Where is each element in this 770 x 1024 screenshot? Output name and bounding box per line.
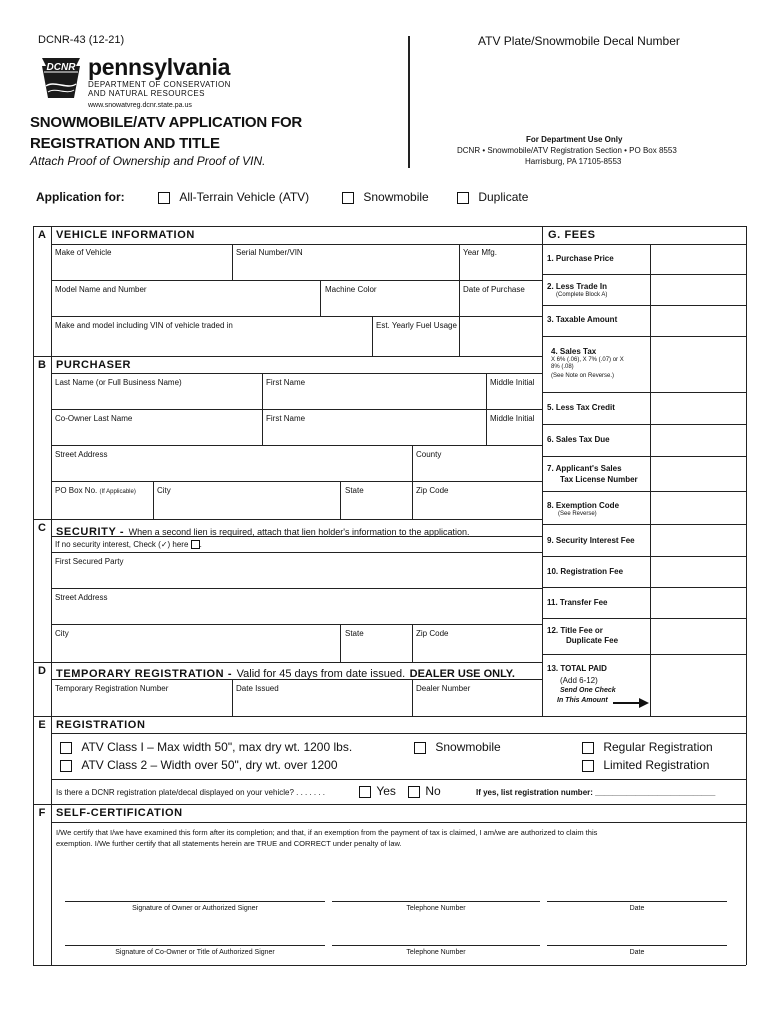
purchaser-zip-field[interactable]: Zip Code xyxy=(416,486,449,495)
form-bottom-border xyxy=(33,965,746,966)
form-code: DCNR-43 (12-21) xyxy=(38,34,125,46)
atv-class1-checkbox[interactable] xyxy=(60,742,72,754)
section-e-bottom-rule xyxy=(33,804,746,805)
department-address-line2: Harrisburg, PA 17105-8553 xyxy=(525,157,622,166)
owner-phone-line xyxy=(332,901,540,902)
po-box-field[interactable] xyxy=(55,486,136,495)
fee-exemption-note: (See Reverse) xyxy=(558,511,597,517)
form-title-line2: REGISTRATION AND TITLE xyxy=(30,135,220,152)
plate-displayed-question: Is there a DCNR registration plate/decal displayed on your vehicle? . . . . . . . xyxy=(56,788,326,797)
registration-snowmobile-checkbox[interactable] xyxy=(414,742,426,754)
g-rule-3 xyxy=(542,336,746,337)
agency-line2: AND NATURAL RESOURCES xyxy=(88,89,205,98)
fee-taxable-amount[interactable]: 3. Taxable Amount xyxy=(547,315,618,324)
plate-yes-option[interactable] xyxy=(359,784,396,798)
co-owner-first-name-field[interactable]: First Name xyxy=(266,414,306,423)
co-owner-signature-field[interactable]: Signature of Co-Owner or Title of Authorized Signer xyxy=(115,949,275,956)
section-d-letter: D xyxy=(38,665,46,677)
c-row3-div1 xyxy=(340,624,341,662)
co-owner-date-field[interactable]: Date xyxy=(629,949,645,956)
section-f-letter: F xyxy=(38,807,46,819)
logo-text: DCNR xyxy=(46,62,76,73)
secured-party-state-field[interactable]: State xyxy=(345,629,364,638)
b-row2-div1 xyxy=(262,409,263,445)
c-row2-rule xyxy=(51,624,542,625)
atv-class2-checkbox[interactable] xyxy=(60,760,72,772)
limited-registration-checkbox[interactable] xyxy=(582,760,594,772)
fuel-usage-field[interactable]: Est. Yearly Fuel Usage xyxy=(376,321,457,330)
fee-less-tax-credit[interactable]: 5. Less Tax Credit xyxy=(547,403,615,412)
b-row2-div2 xyxy=(486,409,487,445)
g-rule-0 xyxy=(542,244,746,245)
fees-value-divider xyxy=(650,244,651,716)
a-row2-div2 xyxy=(459,280,460,316)
fee-sales-tax-note: (See Note on Reverse.) xyxy=(551,373,615,379)
co-owner-middle-initial-field[interactable]: Middle Initial xyxy=(490,414,535,423)
c-row1-rule xyxy=(51,588,542,589)
department-use-label: For Department Use Only xyxy=(526,135,623,144)
b-row1-div2 xyxy=(486,373,487,409)
secured-party-street-field[interactable]: Street Address xyxy=(55,593,108,602)
fee-sales-tax-due[interactable]: 6. Sales Tax Due xyxy=(547,435,610,444)
fee-registration[interactable]: 10. Registration Fee xyxy=(547,567,624,576)
first-secured-party-field[interactable]: First Secured Party xyxy=(55,557,124,566)
fee-less-trade-in[interactable]: 2. Less Trade In xyxy=(547,282,608,291)
fee-transfer[interactable]: 11. Transfer Fee xyxy=(547,598,608,607)
fee-sales-tax[interactable]: 4. Sales Tax xyxy=(551,347,597,356)
section-c-header xyxy=(56,522,470,540)
section-d-dealer-use: DEALER USE ONLY. xyxy=(409,668,515,680)
b-row4-div2 xyxy=(412,481,413,519)
no-security-label: If no security interest, Check (✓) here xyxy=(55,540,189,549)
year-mfg-field[interactable]: Year Mfg. xyxy=(463,248,497,257)
last-name-field[interactable]: Last Name (or Full Business Name) xyxy=(55,378,182,387)
regular-registration-option[interactable] xyxy=(582,740,713,754)
a-row2-div1 xyxy=(320,280,321,316)
plate-decal-label: ATV Plate/Snowmobile Decal Number xyxy=(478,34,680,48)
b-row1-rule xyxy=(51,409,542,410)
section-d-header-rule xyxy=(51,679,542,680)
fee-exemption-code[interactable]: 8. Exemption Code xyxy=(547,501,620,510)
section-e-title: REGISTRATION xyxy=(56,719,146,731)
section-f-header-rule xyxy=(51,822,746,823)
fee-sales-tax-rates: X 6% (.06), X 7% (.07) or X 8% (.08) xyxy=(551,357,624,370)
atv-checkbox-option[interactable] xyxy=(158,190,309,204)
b-row4-div1 xyxy=(340,481,341,519)
fee-in-this-amount: In This Amount xyxy=(557,697,608,704)
g-rule-9 xyxy=(542,556,746,557)
date-issued-field[interactable]: Date Issued xyxy=(236,684,279,693)
arrow-right-icon xyxy=(613,698,649,708)
form-left-border xyxy=(33,226,34,965)
agency-name: pennsylvania xyxy=(88,54,231,80)
owner-phone-field[interactable]: Telephone Number xyxy=(406,905,466,912)
po-box-note: (If Applicable) xyxy=(99,489,136,495)
fee-total-add-note: (Add 6-12) xyxy=(560,676,598,685)
duplicate-checkbox-option[interactable] xyxy=(457,190,528,204)
fee-title[interactable]: 12. Title Fee or xyxy=(547,626,603,635)
g-rule-8 xyxy=(542,524,746,525)
plate-no-label: No xyxy=(425,784,441,798)
duplicate-option-label: Duplicate xyxy=(478,190,529,204)
section-d-bottom-rule xyxy=(33,716,746,717)
plate-no-checkbox[interactable] xyxy=(408,786,420,798)
secured-party-city-field[interactable]: City xyxy=(55,629,69,638)
form-title-line1: SNOWMOBILE/ATV APPLICATION FOR xyxy=(30,114,303,131)
po-box-label: PO Box No. xyxy=(55,486,98,495)
section-c-bottom-rule xyxy=(33,662,542,663)
co-owner-signature-line xyxy=(65,945,325,946)
atv-class2-label: ATV Class 2 – Width over 50", dry wt. over 1200 xyxy=(81,758,338,772)
section-a-bottom-rule xyxy=(33,356,542,357)
regular-registration-label: Regular Registration xyxy=(603,740,713,754)
regular-registration-checkbox[interactable] xyxy=(582,742,594,754)
header-divider xyxy=(408,36,410,168)
g-rule-2 xyxy=(542,305,746,306)
d-row1-div2 xyxy=(412,679,413,716)
section-e-header-rule xyxy=(51,733,746,734)
snowmobile-checkbox[interactable] xyxy=(342,192,354,204)
a-row3-div1 xyxy=(372,316,373,356)
fees-column-divider xyxy=(542,226,543,716)
plate-yes-label: Yes xyxy=(376,784,396,798)
g-rule-4 xyxy=(542,392,746,393)
owner-signature-line xyxy=(65,901,325,902)
first-name-field[interactable]: First Name xyxy=(266,378,306,387)
model-name-field[interactable]: Model Name and Number xyxy=(55,285,147,294)
a-row3-div2 xyxy=(459,316,460,356)
purchaser-city-field[interactable]: City xyxy=(157,486,171,495)
co-owner-phone-line xyxy=(332,945,540,946)
date-of-purchase-field[interactable]: Date of Purchase xyxy=(463,285,525,294)
atv-checkbox[interactable] xyxy=(158,192,170,204)
fee-tax-license-number: Tax License Number xyxy=(560,475,638,484)
temp-registration-number-field[interactable]: Temporary Registration Number xyxy=(55,684,169,693)
section-b-letter: B xyxy=(38,359,46,371)
department-address-line1: DCNR • Snowmobile/ATV Registration Section • PO Box 8553 xyxy=(457,146,677,155)
owner-date-line xyxy=(547,901,727,902)
atv-class1-option[interactable] xyxy=(60,740,352,754)
a-row1-div1 xyxy=(232,244,233,280)
owner-date-field[interactable]: Date xyxy=(629,905,645,912)
dcnr-logo xyxy=(38,56,84,100)
application-for-label: Application for: xyxy=(36,190,125,204)
fee-less-trade-in-note: (Complete Block A) xyxy=(556,292,608,298)
agency-line1: DEPARTMENT OF CONSERVATION xyxy=(88,80,231,89)
atv-class2-option[interactable] xyxy=(60,758,338,772)
section-g-title: G. FEES xyxy=(548,229,596,241)
g-rule-11 xyxy=(542,618,746,619)
b-row3-div1 xyxy=(412,445,413,481)
a-row1-rule xyxy=(51,280,542,281)
plate-no-option[interactable] xyxy=(408,784,441,798)
b-row1-div1 xyxy=(262,373,263,409)
co-owner-date-line xyxy=(547,945,727,946)
limited-registration-label: Limited Registration xyxy=(603,758,710,772)
certification-text-line1: I/We certify that I/we have examined this form after its completion; and that, if an exemption from the payment of tax is claimed, I am/we are authorized to claim this xyxy=(56,828,598,837)
snowmobile-checkbox-option[interactable] xyxy=(342,190,429,204)
b-row4-div0 xyxy=(153,481,154,519)
fee-send-one-check: Send One Check xyxy=(560,687,616,694)
fee-total-paid[interactable]: 13. TOTAL PAID xyxy=(547,664,607,673)
section-a-letter: A xyxy=(38,229,46,241)
snowmobile-option-label: Snowmobile xyxy=(363,190,429,204)
section-b-bottom-rule xyxy=(33,519,542,520)
registration-number-field[interactable]: If yes, list registration number: ___________________________ xyxy=(476,788,716,797)
a-row1-div2 xyxy=(459,244,460,280)
a-row2-rule xyxy=(51,316,542,317)
plate-yes-checkbox[interactable] xyxy=(359,786,371,798)
e-row1-rule xyxy=(51,779,746,780)
co-owner-last-name-field[interactable]: Co-Owner Last Name xyxy=(55,414,133,423)
serial-vin-field[interactable]: Serial Number/VIN xyxy=(236,248,303,257)
c-row3-div2 xyxy=(412,624,413,662)
letter-column-divider xyxy=(51,226,52,965)
limited-registration-option[interactable] xyxy=(582,758,709,772)
owner-signature-field[interactable]: Signature of Owner or Authorized Signer xyxy=(132,905,258,912)
co-owner-phone-field[interactable]: Telephone Number xyxy=(406,949,466,956)
b-row3-rule xyxy=(51,481,542,482)
g-rule-7 xyxy=(542,491,746,492)
secured-party-zip-field[interactable]: Zip Code xyxy=(416,629,449,638)
section-f-title: SELF-CERTIFICATION xyxy=(56,807,183,819)
machine-color-field[interactable]: Machine Color xyxy=(325,285,377,294)
no-security-checkbox[interactable] xyxy=(191,540,200,549)
section-d-note: Valid for 45 days from date issued. xyxy=(236,668,406,680)
section-b-title: PURCHASER xyxy=(56,359,132,371)
fee-applicant-sales[interactable]: 7. Applicant's Sales xyxy=(547,464,622,473)
atv-option-label: All-Terrain Vehicle (ATV) xyxy=(179,190,310,204)
no-security-interest-row[interactable]: If no security interest, Check (✓) here . xyxy=(55,540,202,549)
form-subtitle: Attach Proof of Ownership and Proof of VIN. xyxy=(30,154,266,168)
g-rule-12 xyxy=(542,654,746,655)
g-rule-1 xyxy=(542,274,746,275)
registration-snowmobile-label: Snowmobile xyxy=(435,740,501,754)
d-row1-div1 xyxy=(232,679,233,716)
fee-security-interest[interactable]: 9. Security Interest Fee xyxy=(547,536,635,545)
section-c-letter: C xyxy=(38,522,46,534)
atv-class1-label: ATV Class I – Max width 50", max dry wt. 1200 lbs. xyxy=(81,740,353,754)
g-rule-10 xyxy=(542,587,746,588)
section-d-title: TEMPORARY REGISTRATION - xyxy=(56,668,233,680)
purchaser-street-field[interactable]: Street Address xyxy=(55,450,108,459)
c-row0-rule xyxy=(51,552,542,553)
middle-initial-field[interactable]: Middle Initial xyxy=(490,378,535,387)
duplicate-checkbox[interactable] xyxy=(457,192,469,204)
b-row2-rule xyxy=(51,445,542,446)
fee-purchase-price[interactable]: 1. Purchase Price xyxy=(547,254,614,263)
form-top-border xyxy=(33,226,746,227)
dealer-number-field[interactable]: Dealer Number xyxy=(416,684,471,693)
section-c-header-rule xyxy=(51,536,542,537)
section-c-note: When a second lien is required, attach that lien holder's information to the application. xyxy=(128,527,470,537)
form-right-border xyxy=(746,226,747,965)
section-a-title: VEHICLE INFORMATION xyxy=(56,229,195,241)
g-rule-6 xyxy=(542,456,746,457)
section-e-letter: E xyxy=(38,719,46,731)
section-b-header-rule xyxy=(51,373,542,374)
section-c-title: SECURITY - xyxy=(56,526,125,538)
fee-duplicate: Duplicate Fee xyxy=(566,636,619,645)
county-field[interactable]: County xyxy=(416,450,442,459)
make-of-vehicle-field[interactable]: Make of Vehicle xyxy=(55,248,112,257)
website-url: www.snowatvreg.dcnr.state.pa.us xyxy=(88,102,192,109)
registration-snowmobile-option[interactable] xyxy=(414,740,501,754)
traded-in-vehicle-field[interactable]: Make and model including VIN of vehicle traded in xyxy=(55,321,233,330)
purchaser-state-field[interactable]: State xyxy=(345,486,364,495)
g-rule-5 xyxy=(542,424,746,425)
certification-text-line2: exemption. I/We further certify that all statements herein are TRUE and CORRECT under penalty of law. xyxy=(56,839,402,848)
